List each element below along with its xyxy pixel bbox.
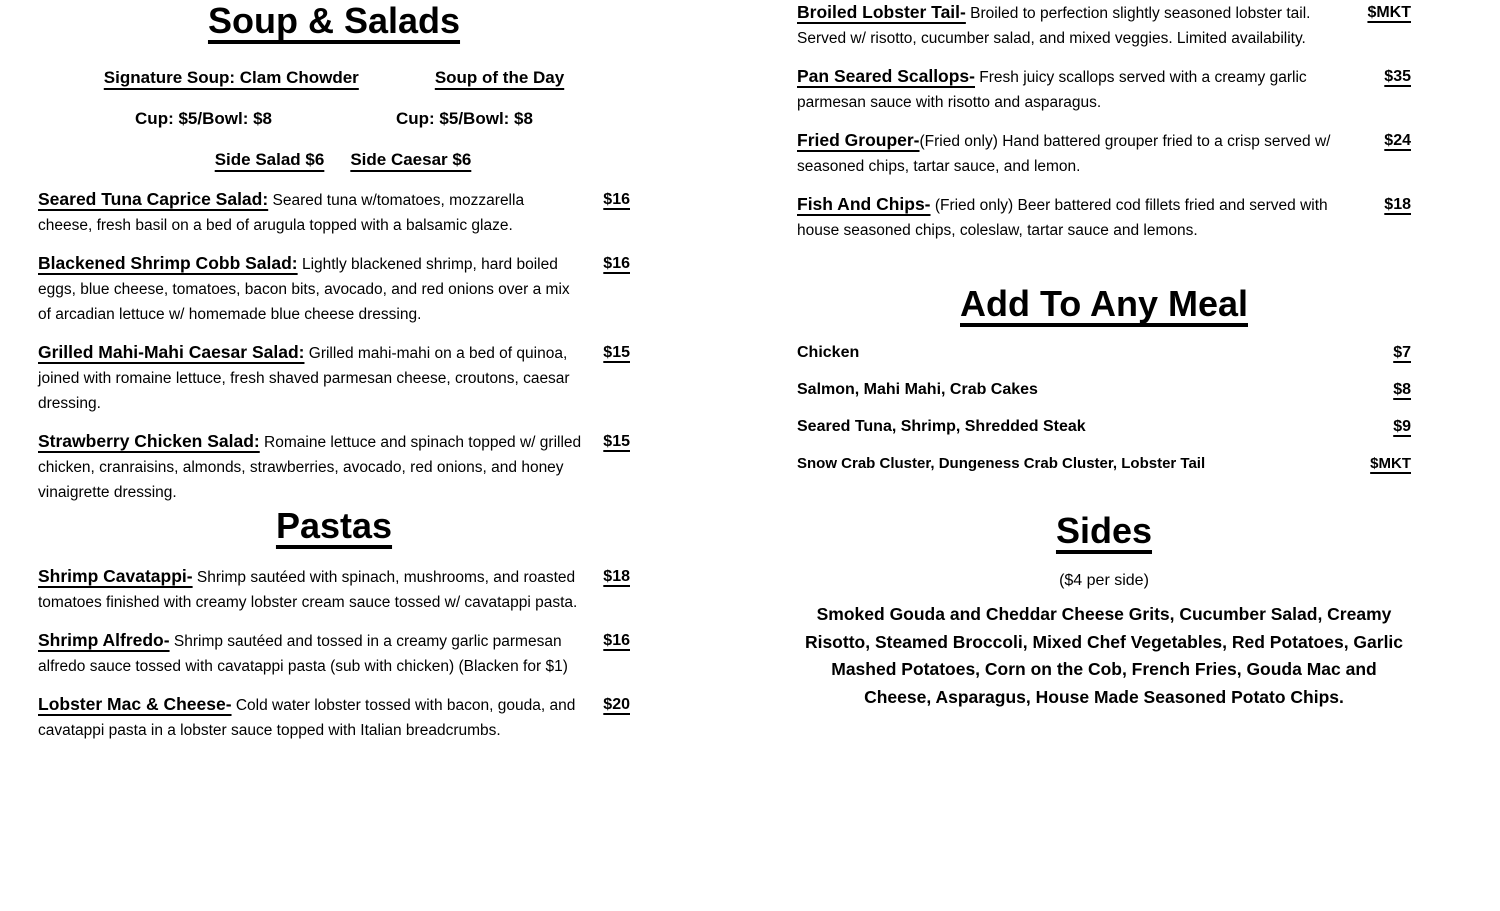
item-title: Fish And Chips- — [797, 194, 931, 214]
item-title: Broiled Lobster Tail- — [797, 2, 966, 22]
signature-soup-price: Cup: $5/Bowl: $8 — [135, 109, 272, 128]
menu-item-shrimp-cavatappi — [38, 564, 630, 615]
item-desc: Seared tuna w/tomatoes, mozzarella cheese, fresh basil on a bed of arugula topped with a balsamic glaze. — [38, 192, 525, 234]
add-item-price: $7 — [1393, 344, 1411, 361]
menu-item-lobster-mac-and-cheese — [38, 692, 630, 743]
menu-item-grilled-mahi-mahi-caesar-salad — [38, 340, 630, 416]
item-desc: Shrimp sautéed with spinach, mushrooms, and roasted tomatoes finished with creamy lobster cream sauce tossed w/ cavatappi pasta. — [38, 569, 578, 611]
item-title: Strawberry Chicken Salad: — [38, 431, 260, 451]
soup-of-the-day-label: Soup of the Day — [434, 68, 565, 87]
item-text — [38, 251, 582, 327]
right-column — [797, 0, 1411, 711]
add-item-price: $MKT — [1370, 455, 1411, 472]
item-text — [797, 128, 1357, 179]
item-text — [38, 340, 582, 416]
add-item-label: Chicken — [797, 344, 860, 361]
add-item-tuna-shrimp-steak — [797, 418, 1411, 436]
item-desc: Fresh juicy scallops served with a creamy garlic parmesan sauce with risotto and asparagus. — [797, 69, 1307, 111]
item-text — [797, 64, 1357, 115]
signature-soup-label: Signature Soup: Clam Chowder — [103, 68, 359, 87]
item-title: Blackened Shrimp Cobb Salad: — [38, 253, 298, 273]
item-title: Shrimp Cavatappi- — [38, 566, 193, 586]
item-text — [797, 0, 1357, 51]
sides-title: Sides — [1055, 510, 1153, 551]
menu-item-fish-and-chips — [797, 192, 1411, 243]
item-desc: (Fried only) Hand battered grouper fried to a crisp served w/ seasoned chips, tartar sauce, and lemon. — [797, 133, 1331, 175]
soup-salads-title: Soup & Salads — [207, 0, 461, 41]
item-title: Shrimp Alfredo- — [38, 630, 170, 650]
pastas-title: Pastas — [275, 505, 393, 546]
item-price: $15 — [603, 344, 630, 361]
seafood-items — [797, 0, 1411, 243]
menu-item-fried-grouper — [797, 128, 1411, 179]
add-item-price: $8 — [1393, 381, 1411, 398]
item-price: $35 — [1384, 68, 1411, 85]
item-price: $16 — [603, 632, 630, 649]
item-desc: Lightly blackened shrimp, hard boiled eggs, blue cheese, tomatoes, bacon bits, avocado, and red onions over a mix of arcadian lettuce w/ homemade blue cheese dressing. — [38, 256, 570, 323]
add-item-chicken — [797, 344, 1411, 362]
item-text — [38, 564, 582, 615]
item-text — [38, 429, 582, 505]
item-title: Grilled Mahi-Mahi Caesar Salad: — [38, 342, 305, 362]
left-column — [38, 0, 630, 743]
item-desc: Broiled to perfection slightly seasoned lobster tail. Served w/ risotto, cucumber salad, and mixed veggies. Limited availability. — [797, 5, 1311, 47]
add-item-label: Seared Tuna, Shrimp, Shredded Steak — [797, 418, 1086, 435]
side-salad-price: Side Salad $6 — [214, 150, 325, 169]
item-title: Pan Seared Scallops- — [797, 66, 975, 86]
menu-item-strawberry-chicken-salad — [38, 429, 630, 505]
item-price: $15 — [603, 433, 630, 450]
soup-header-row — [38, 68, 630, 88]
item-text — [38, 187, 582, 238]
add-to-any-meal-title: Add To Any Meal — [960, 283, 1248, 324]
menu-item-seared-tuna-caprice-salad — [38, 187, 630, 238]
item-desc: Shrimp sautéed and tossed in a creamy garlic parmesan alfredo sauce tossed with cavatappi pasta (sub with chicken) (Blacken for $1) — [38, 633, 568, 675]
side-salad-row — [38, 150, 630, 170]
item-price: $16 — [603, 255, 630, 272]
salad-items — [38, 187, 630, 505]
menu-item-broiled-lobster-tail — [797, 0, 1411, 51]
item-price: $18 — [603, 568, 630, 585]
menu-item-pan-seared-scallops — [797, 64, 1411, 115]
sides-list: Smoked Gouda and Cheddar Cheese Grits, Cucumber Salad, Creamy Risotto, Steamed Broccoli, Mixed Chef Vegetables, Red Potatoes, Garlic Mashed Potatoes, Corn on the Cob, French Fries, Gouda Mac and Cheese, Asparagus, House Made Seasoned Potato Chips. — [804, 604, 1404, 707]
item-desc: Cold water lobster tossed with bacon, gouda, and cavatappi pasta in a lobster sauce topped with Italian breadcrumbs. — [38, 697, 576, 739]
item-price: $24 — [1384, 132, 1411, 149]
sides-price-note: ($4 per side) — [1059, 572, 1149, 589]
item-price: $18 — [1384, 196, 1411, 213]
add-item-salmon-mahi-crab-cakes — [797, 381, 1411, 399]
add-item-label: Salmon, Mahi Mahi, Crab Cakes — [797, 381, 1038, 398]
menu-item-shrimp-alfredo — [38, 628, 630, 679]
item-text — [38, 692, 582, 743]
item-text — [38, 628, 582, 679]
item-text — [797, 192, 1357, 243]
add-to-meal-items — [797, 344, 1411, 472]
item-title: Seared Tuna Caprice Salad: — [38, 189, 269, 209]
pasta-items — [38, 564, 630, 743]
add-item-label: Snow Crab Cluster, Dungeness Crab Cluster, Lobster Tail — [797, 455, 1206, 472]
add-item-price: $9 — [1393, 418, 1411, 435]
item-price: $20 — [603, 696, 630, 713]
item-desc: Grilled mahi-mahi on a bed of quinoa, joined with romaine lettuce, fresh shaved parmesan cheese, croutons, caesar dressing. — [38, 345, 570, 412]
item-title: Lobster Mac & Cheese- — [38, 694, 232, 714]
add-item-crab-clusters-lobster-tail — [797, 455, 1411, 472]
item-price: $MKT — [1367, 4, 1411, 21]
item-desc: (Fried only) Beer battered cod fillets fried and served with house seasoned chips, coleslaw, tartar sauce and lemons. — [797, 197, 1328, 239]
item-title: Fried Grouper- — [797, 130, 920, 150]
side-caesar-price: Side Caesar $6 — [350, 150, 472, 169]
item-desc: Romaine lettuce and spinach topped w/ grilled chicken, cranraisins, almonds, strawberries, avocado, red onions, and honey vinaigrette dressing. — [38, 434, 582, 501]
soup-price-row — [38, 109, 630, 129]
item-price: $16 — [603, 191, 630, 208]
soup-of-the-day-price: Cup: $5/Bowl: $8 — [396, 109, 533, 128]
menu-item-blackened-shrimp-cobb-salad — [38, 251, 630, 327]
